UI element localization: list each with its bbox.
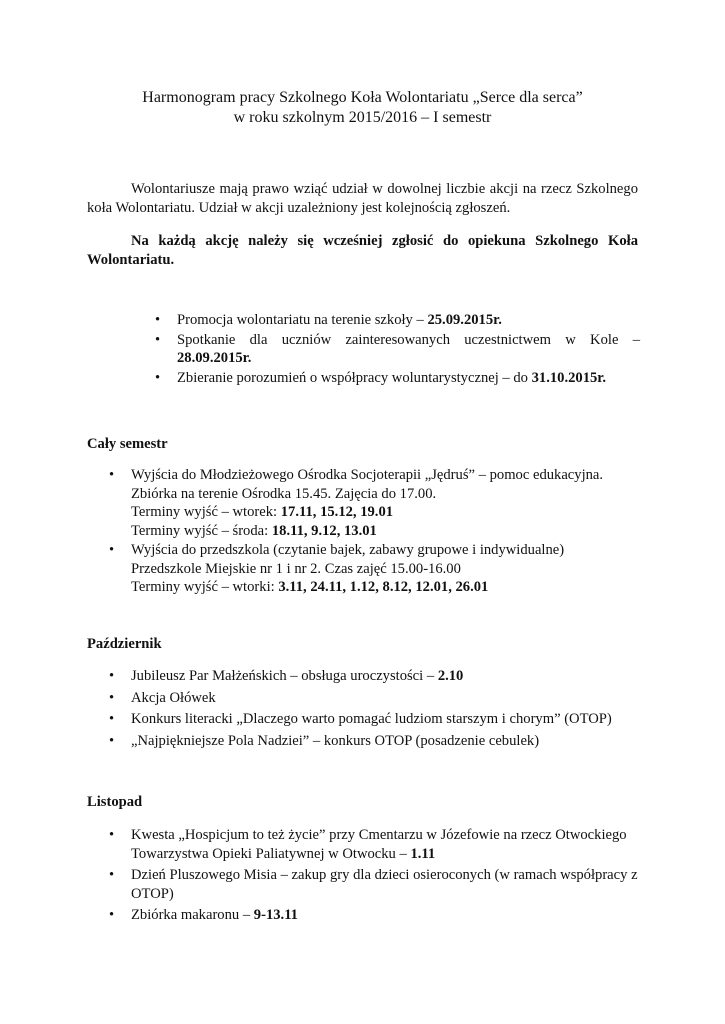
event-date: 2.10 [437, 668, 464, 684]
bullet-icon: • [109, 827, 115, 843]
event-date: 28.09.2015r. [177, 350, 252, 366]
signup-note-text: Na każdą akcję należy się wcześniej zgłosić do opiekuna Szkolnego Koła Wolontariatu. [87, 233, 638, 268]
list-item: • Kwesta „Hospicjum to też życie” przy Cmentarzu w Józefowie na rzecz Otwockiego Towarzystwa Opieki Paliatywnej w Otwocku – 1.11 [109, 827, 627, 862]
list-item: • Zbieranie porozumień o współpracy woluntarystycznej – do 31.10.2015r. [155, 369, 607, 386]
list-item: • Jubileusz Par Małżeńskich – obsługa uroczystości – 2.10 [109, 668, 464, 684]
list-item: • Promocja wolontariatu na terenie szkoły – 25.09.2015r. [155, 312, 502, 328]
section-heading-november: Listopad [87, 794, 143, 810]
list-item: • Akcja Ołówek [109, 689, 216, 706]
section-heading-semester: Cały semestr [87, 436, 168, 452]
bullet-icon: • [109, 732, 115, 749]
bullet-icon: • [109, 711, 115, 727]
bullet-icon: • [155, 331, 161, 348]
semester-list [109, 466, 641, 597]
bullet-icon: • [109, 668, 115, 684]
event-date: 25.09.2015r. [427, 312, 502, 328]
bullet-icon: • [109, 867, 115, 883]
event-date: 17.11, 15.12, 19.01 [280, 504, 394, 520]
list-item: • Dzień Pluszowego Misia – zakup gry dla dzieci osieroconych (w ramach współpracy z OTOP) [109, 867, 638, 902]
list-item: • Konkurs literacki „Dlaczego warto pomagać ludziom starszym i chorym” (OTOP) [109, 711, 612, 727]
october-list [109, 667, 641, 750]
list-item: • Wyjścia do przedszkola (czytanie bajek, zabawy grupowe i indywidualne) Przedszkole Miejskie nr 1 i nr 2. Czas zajęć 15.00-16.00 Terminy wyjść – wtorki: 3.11, 24.11, 1.12, 8.12, 12.01, 26.01 [109, 542, 565, 595]
list-item: • „Najpiękniejsze Pola Nadziei” – konkurs OTOP (posadzenie cebulek) [109, 732, 540, 749]
title-line-2: w roku szkolnym 2015/2016 – I semestr [233, 109, 492, 126]
bullet-icon: • [109, 907, 115, 923]
bullet-icon: • [109, 542, 115, 558]
general-list [155, 311, 640, 387]
event-date: 3.11, 24.11, 1.12, 8.12, 12.01, 26.01 [278, 579, 489, 595]
bullet-icon: • [109, 467, 115, 483]
section-heading-october: Październik [87, 636, 162, 652]
list-item: • Spotkanie dla uczniów zainteresowanych uczestnictwem w Kole – 28.09.2015r. [155, 331, 640, 366]
list-item: • Wyjścia do Młodzieżowego Ośrodka Socjoterapii „Jędruś” – pomoc edukacyjna. Zbiórka na terenie Ośrodka 15.45. Zajęcia do 17.00. Terminy wyjść – wtorek: 17.11, 15.12, 19.01 Terminy wyjść – środa: 18.11, 9.12, 13.01 [109, 467, 604, 539]
intro-text: Wolontariusze mają prawo wziąć udział w dowolnej liczbie akcji na rzecz Szkolnego koła Wolontariatu. Udział w akcji uzależniony jest kolejnością zgłoszeń. [87, 181, 638, 216]
november-list [109, 826, 641, 925]
document-title [0, 88, 725, 128]
signup-note [87, 232, 638, 269]
bullet-icon: • [155, 312, 161, 328]
list-item: • Zbiórka makaronu – 9-13.11 [109, 907, 298, 923]
event-date: 1.11 [410, 845, 436, 862]
event-date: 9-13.11 [253, 907, 298, 923]
intro-paragraph [87, 180, 638, 217]
bullet-icon: • [155, 369, 161, 386]
event-date: 31.10.2015r. [531, 369, 607, 386]
bullet-icon: • [109, 689, 115, 706]
event-date: 18.11, 9.12, 13.01 [271, 522, 377, 539]
title-line-1: Harmonogram pracy Szkolnego Koła Wolontariatu „Serce dla serca” [142, 89, 583, 106]
